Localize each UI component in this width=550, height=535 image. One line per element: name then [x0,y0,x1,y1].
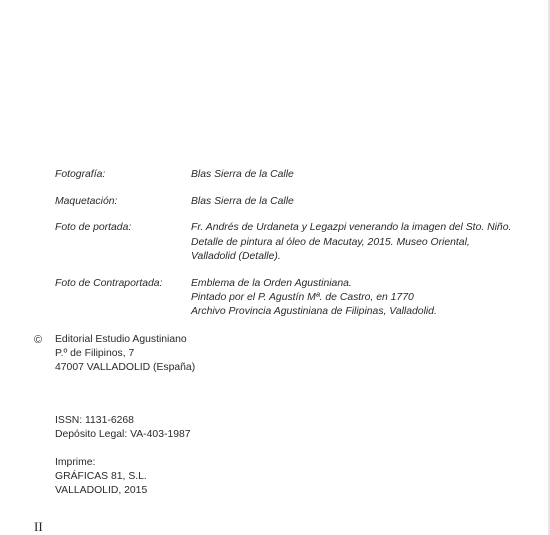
credit-row-photography [55,168,545,182]
credit-label: Foto de portada: [55,222,132,234]
printer-place-year: VALLADOLID, 2015 [55,485,148,497]
printer-heading: Imprime: [55,457,96,468]
credit-line: Detalle de pintura al óleo de Macutay, 2015. Museo Oriental, [191,236,470,248]
credit-value [191,195,545,209]
credit-row-layout [55,195,545,209]
credits-block [55,168,545,332]
publisher-street: P.º de Filipinos, 7 [55,348,135,359]
credit-value [191,221,545,264]
credit-row-back-cover-photo [55,277,545,320]
credit-value [191,277,545,320]
publisher-name: Editorial Estudio Agustiniano [55,334,187,345]
publisher-address [55,333,195,375]
page-number: II [34,519,43,534]
issn-line: ISSN: 1131-6268 [55,415,134,426]
legal-deposit-line: Depósito Legal: VA-403-1987 [55,429,191,441]
printer-name: GRÁFICAS 81, S.L. [55,471,147,483]
printer-info [55,456,147,499]
legal-info [55,414,191,442]
copyright-icon: © [34,334,43,346]
credit-line: Blas Sierra de la Calle [191,169,294,180]
credit-label: Foto de Contraportada: [55,277,163,289]
credit-line: Valladolid (Detalle). [191,250,281,262]
publisher-block [34,333,195,375]
credit-line: Pintado por el P. Agustín Mª. de Castro, en 1770 [191,291,414,303]
credit-line: Archivo Provincia Agustiniana de Filipinas, Valladolid. [191,305,437,317]
credit-label: Maquetación: [55,195,118,207]
credit-row-cover-photo [55,221,545,264]
credit-line: Emblema de la Orden Agustiniana. [191,277,352,289]
credit-label: Fotografía: [55,169,106,180]
publisher-city: 47007 VALLADOLID (España) [55,362,196,373]
credit-value [191,168,545,182]
credit-line: Blas Sierra de la Calle [191,195,294,207]
credit-line: Fr. Andrés de Urdaneta y Legazpi venerando la imagen del Sto. Niño. [191,222,512,234]
